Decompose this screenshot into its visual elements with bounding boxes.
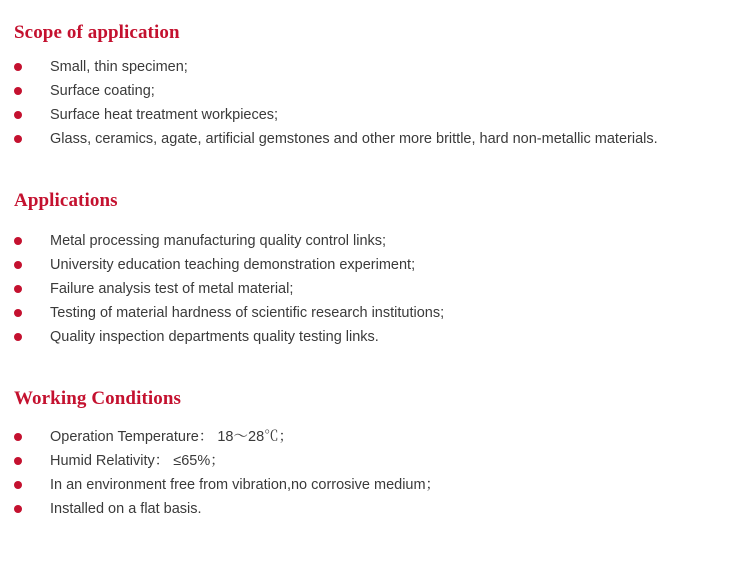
list-item-text: Surface coating; — [50, 83, 155, 99]
list-item-text: Surface heat treatment workpieces; — [50, 107, 279, 123]
bullet-list-working-conditions — [14, 426, 736, 520]
list-item — [14, 104, 736, 126]
bullet-dot-icon — [14, 481, 22, 489]
bullet-dot-icon — [14, 457, 22, 465]
bullet-dot-icon — [14, 261, 22, 269]
list-item-text: Small, thin specimen; — [50, 59, 188, 75]
list-item-text: Failure analysis test of metal material; — [50, 281, 294, 297]
bullet-dot-icon — [14, 285, 22, 293]
section-applications — [14, 190, 736, 348]
list-item — [14, 450, 736, 472]
section-scope-of-application — [14, 22, 736, 150]
bullet-dot-icon — [14, 505, 22, 513]
list-item — [14, 326, 736, 348]
section-title-scope: Scope of application — [14, 22, 180, 43]
bullet-dot-icon — [14, 63, 22, 71]
list-item — [14, 128, 736, 150]
bullet-dot-icon — [14, 135, 22, 143]
list-item-text: Metal processing manufacturing quality control links; — [50, 233, 387, 249]
list-item — [14, 426, 736, 448]
section-title-applications: Applications — [14, 190, 118, 211]
list-item-text: Operation Temperature： 18～28℃； — [50, 429, 294, 445]
bullet-list-applications — [14, 230, 736, 348]
section-working-conditions — [14, 388, 736, 520]
list-item — [14, 56, 736, 78]
bullet-list-scope — [14, 56, 736, 150]
list-item — [14, 278, 736, 300]
list-item — [14, 80, 736, 102]
section-title-working-conditions: Working Conditions — [14, 388, 182, 409]
list-item-text: Humid Relativity： ≤65%； — [50, 453, 225, 469]
list-item — [14, 230, 736, 252]
bullet-dot-icon — [14, 111, 22, 119]
list-item-text: Quality inspection departments quality testing links. — [50, 329, 379, 345]
list-item-text: University education teaching demonstration experiment; — [50, 257, 416, 273]
bullet-dot-icon — [14, 87, 22, 95]
list-item — [14, 254, 736, 276]
list-item — [14, 498, 736, 520]
list-item — [14, 474, 736, 496]
list-item-text: In an environment free from vibration,no corrosive medium； — [50, 477, 441, 493]
list-item — [14, 302, 736, 324]
list-item-text: Glass, ceramics, agate, artificial gemstones and other more brittle, hard non-metallic materials. — [50, 131, 658, 147]
bullet-dot-icon — [14, 237, 22, 245]
list-item-text: Installed on a flat basis. — [50, 501, 202, 517]
list-item-text: Testing of material hardness of scientific research institutions; — [50, 305, 445, 321]
bullet-dot-icon — [14, 333, 22, 341]
bullet-dot-icon — [14, 309, 22, 317]
bullet-dot-icon — [14, 433, 22, 441]
